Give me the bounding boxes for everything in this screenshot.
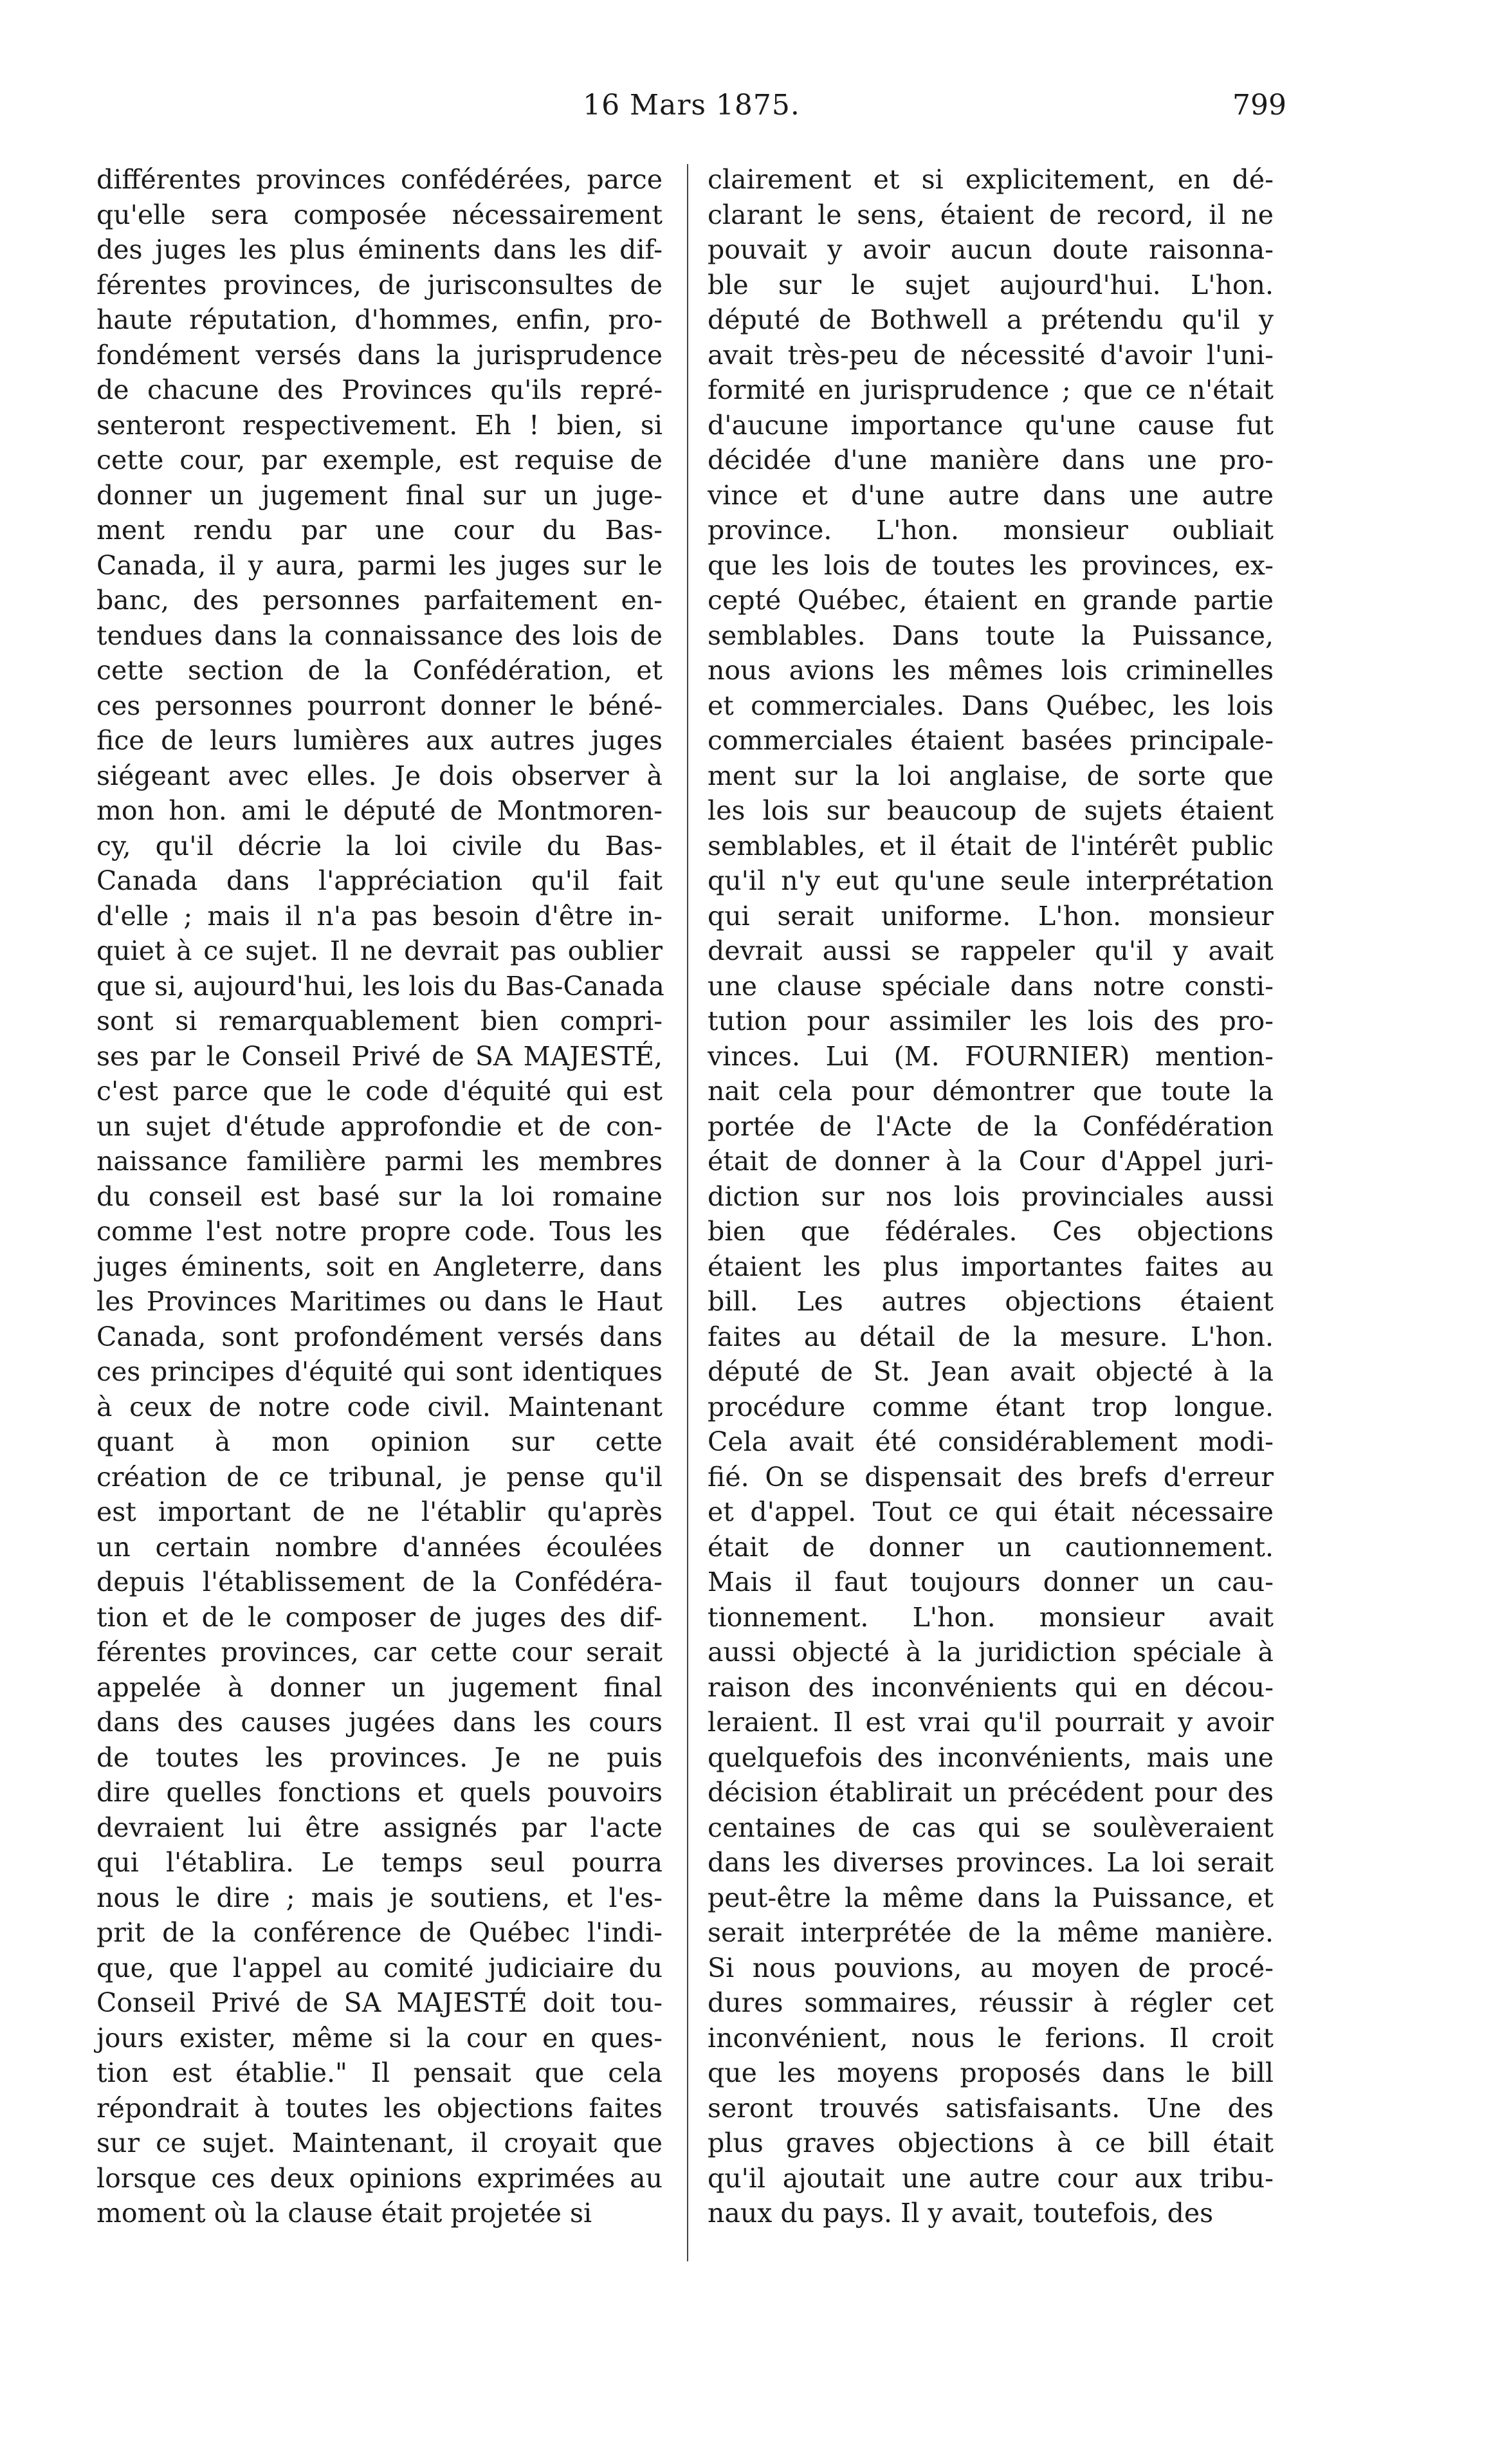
running-header: [96, 89, 1286, 140]
text-line: devraient lui être assignés par l'acte: [96, 1812, 663, 1843]
text-line: vince et d'une autre dans une autre: [708, 479, 1274, 511]
left-text-column: [96, 162, 663, 2231]
page-number: 799: [1232, 89, 1286, 122]
text-line: haute réputation, d'hommes, enfin, pro-: [96, 304, 663, 335]
text-line: bien que fédérales. Ces objections: [708, 1216, 1274, 1247]
text-line: jours exister, même si la cour en ques-: [96, 2022, 663, 2054]
text-line: qui serait uniforme. L'hon. monsieur: [708, 900, 1274, 932]
right-text-column: [708, 162, 1274, 2231]
text-line: seront trouvés satisfaisants. Une des: [708, 2092, 1274, 2124]
text-line: tionnement. L'hon. monsieur avait: [708, 1601, 1274, 1633]
text-line: Si nous pouvions, au moyen de procé-: [708, 1952, 1274, 1983]
text-line: d'elle ; mais il n'a pas besoin d'être in-: [96, 900, 663, 932]
text-line: sont si remarquablement bien compri-: [96, 1006, 663, 1036]
text-line: qu'il n'y eut qu'une seule interprétation: [708, 865, 1274, 896]
text-line: un sujet d'étude approfondie et de con-: [96, 1110, 663, 1142]
text-line: clarant le sens, étaient de record, il ne: [708, 199, 1274, 230]
text-line: nous le dire ; mais je soutiens, et l'es-: [96, 1882, 663, 1913]
text-line: moment où la clause était projetée si: [96, 2198, 592, 2229]
text-line: d'aucune importance qu'une cause fut: [708, 409, 1274, 441]
text-line: avait très-peu de nécessité d'avoir l'uni-: [708, 339, 1274, 371]
text-line: commerciales étaient basées principale-: [708, 725, 1274, 756]
text-line: dans des causes jugées dans les cours: [96, 1707, 663, 1738]
text-line: Cela avait été considérablement modi-: [708, 1426, 1274, 1457]
text-line: et commerciales. Dans Québec, les lois: [708, 690, 1274, 721]
text-line: semblables, et il était de l'intérêt public: [708, 830, 1274, 861]
text-line: procédure comme étant trop longue.: [708, 1391, 1274, 1422]
text-line: fié. On se dispensait des brefs d'erreur: [708, 1461, 1274, 1493]
text-line: dire quelles fonctions et quels pouvoirs: [96, 1777, 663, 1808]
text-line: Canada, il y aura, parmi les juges sur le: [96, 549, 663, 581]
text-line: faites au détail de la mesure. L'hon.: [708, 1321, 1274, 1352]
text-line: ble sur le sujet aujourd'hui. L'hon.: [708, 269, 1274, 300]
column-divider: [687, 164, 688, 2261]
text-line: qui l'établira. Le temps seul pourra: [96, 1847, 663, 1878]
text-line: député de St. Jean avait objecté à la: [708, 1356, 1274, 1387]
text-line: plus graves objections à ce bill était: [708, 2128, 1274, 2158]
text-line: les lois sur beaucoup de sujets étaient: [708, 795, 1274, 826]
text-line: différentes provinces confédérées, parce: [96, 164, 663, 195]
text-line: portée de l'Acte de la Confédération: [708, 1110, 1274, 1142]
text-line: ses par le Conseil Privé de SA MAJESTÉ,: [96, 1040, 663, 1072]
text-line: dans les diverses provinces. La loi serait: [708, 1847, 1274, 1878]
text-line: création de ce tribunal, je pense qu'il: [96, 1461, 663, 1493]
text-line: des juges les plus éminents dans les dif-: [96, 234, 663, 265]
text-line: juges éminents, soit en Angleterre, dans: [96, 1251, 663, 1282]
text-line: qu'elle sera composée nécessairement: [96, 199, 663, 230]
text-line: province. L'hon. monsieur oubliait: [708, 515, 1274, 546]
text-line: Mais il faut toujours donner un cau-: [708, 1567, 1274, 1597]
text-line: était de donner à la Cour d'Appel juri-: [708, 1146, 1274, 1177]
text-line: appelée à donner un jugement final: [96, 1671, 663, 1703]
text-line: qu'il ajoutait une autre cour aux tribu-: [708, 2162, 1274, 2194]
text-line: serait interprétée de la même manière.: [708, 1917, 1274, 1948]
text-line: un certain nombre d'années écoulées: [96, 1531, 663, 1563]
text-line: et d'appel. Tout ce qui était nécessaire: [708, 1496, 1274, 1527]
text-line: bill. Les autres objections étaient: [708, 1286, 1274, 1317]
text-line: que, que l'appel au comité judiciaire du: [96, 1952, 663, 1983]
text-line: nait cela pour démontrer que toute la: [708, 1076, 1274, 1107]
text-line: quant à mon opinion sur cette: [96, 1426, 663, 1457]
text-line: de chacune des Provinces qu'ils repré-: [96, 374, 663, 405]
text-line: décidée d'une manière dans une pro-: [708, 445, 1274, 475]
text-line: sur ce sujet. Maintenant, il croyait que: [96, 2128, 663, 2158]
text-line: naissance familière parmi les membres: [96, 1146, 663, 1177]
text-line: tendues dans la connaissance des lois de: [96, 620, 663, 651]
text-line: les Provinces Maritimes ou dans le Haut: [96, 1286, 663, 1317]
text-line: mon hon. ami le député de Montmoren-: [96, 795, 663, 826]
text-line: est important de ne l'établir qu'après: [96, 1496, 663, 1527]
page-date: 16 Mars 1875.: [583, 89, 800, 122]
text-line: tution pour assimiler les lois des pro-: [708, 1006, 1274, 1036]
text-line: lorsque ces deux opinions exprimées au: [96, 2162, 663, 2194]
text-line: dures sommaires, réussir à régler cet: [708, 1987, 1274, 2018]
text-line: fondément versés dans la jurisprudence: [96, 339, 663, 371]
text-line: donner un jugement final sur un juge-: [96, 479, 663, 511]
text-line: leraient. Il est vrai qu'il pourrait y avoir: [708, 1707, 1274, 1738]
text-line: à ceux de notre code civil. Maintenant: [96, 1391, 663, 1422]
text-line: banc, des personnes parfaitement en-: [96, 585, 663, 616]
text-line: diction sur nos lois provinciales aussi: [708, 1181, 1274, 1212]
text-line: prit de la conférence de Québec l'indi-: [96, 1917, 663, 1948]
text-line: ment rendu par une cour du Bas-: [96, 515, 663, 546]
text-line: était de donner un cautionnement.: [708, 1531, 1274, 1563]
text-line: cepté Québec, étaient en grande partie: [708, 585, 1274, 616]
text-line: quelquefois des inconvénients, mais une: [708, 1742, 1274, 1773]
text-line: raison des inconvénients qui en décou-: [708, 1671, 1274, 1703]
text-line: formité en jurisprudence ; que ce n'était: [708, 374, 1274, 405]
text-line: comme l'est notre propre code. Tous les: [96, 1216, 663, 1247]
text-line: tion est établie." Il pensait que cela: [96, 2057, 663, 2088]
text-line: nous avions les mêmes lois criminelles: [708, 655, 1274, 686]
text-line: tion et de le composer de juges des dif-: [96, 1601, 663, 1633]
text-line: cette cour, par exemple, est requise de: [96, 445, 663, 475]
text-line: du conseil est basé sur la loi romaine: [96, 1181, 663, 1212]
text-line: décision établirait un précédent pour des: [708, 1777, 1274, 1808]
text-line: pouvait y avoir aucun doute raisonna-: [708, 234, 1274, 265]
text-line: devrait aussi se rappeler qu'il y avait: [708, 935, 1274, 966]
text-line: depuis l'établissement de la Confédéra-: [96, 1567, 663, 1597]
text-line: vinces. Lui (M. FOURNIER) mention-: [708, 1040, 1274, 1072]
text-line: de toutes les provinces. Je ne puis: [96, 1742, 663, 1773]
text-line: ces personnes pourront donner le béné-: [96, 690, 663, 721]
text-line: député de Bothwell a prétendu qu'il y: [708, 304, 1274, 335]
text-line: férentes provinces, de jurisconsultes de: [96, 269, 663, 300]
text-line: ces principes d'équité qui sont identiques: [96, 1356, 663, 1387]
text-line: naux du pays. Il y avait, toutefois, des: [708, 2198, 1214, 2229]
text-line: siégeant avec elles. Je dois observer à: [96, 760, 663, 791]
text-line: Canada, sont profondément versés dans: [96, 1321, 663, 1352]
text-line: centaines de cas qui se soulèveraient: [708, 1812, 1274, 1843]
text-line: férentes provinces, car cette cour serait: [96, 1637, 663, 1668]
text-line: aussi objecté à la juridiction spéciale à: [708, 1637, 1274, 1668]
text-line: inconvénient, nous le ferions. Il croit: [708, 2022, 1274, 2054]
text-line: Conseil Privé de SA MAJESTÉ doit tou-: [96, 1987, 663, 2018]
text-line: clairement et si explicitement, en dé-: [708, 164, 1274, 195]
text-line: ment sur la loi anglaise, de sorte que: [708, 760, 1274, 791]
text-line: fice de leurs lumières aux autres juges: [96, 725, 663, 756]
text-line: que les lois de toutes les provinces, ex-: [708, 549, 1274, 581]
text-line: que les moyens proposés dans le bill: [708, 2057, 1274, 2088]
text-line: peut-être la même dans la Puissance, et: [708, 1882, 1274, 1913]
text-line: une clause spéciale dans notre consti-: [708, 970, 1274, 1002]
text-line: cy, qu'il décrie la loi civile du Bas-: [96, 830, 663, 861]
text-line: étaient les plus importantes faites au: [708, 1251, 1274, 1282]
text-line: senteront respectivement. Eh ! bien, si: [96, 409, 663, 441]
text-line: que si, aujourd'hui, les lois du Bas-Canada: [96, 970, 664, 1002]
text-line: cette section de la Confédération, et: [96, 655, 663, 686]
text-line: répondrait à toutes les objections faites: [96, 2092, 663, 2124]
text-line: Canada dans l'appréciation qu'il fait: [96, 865, 663, 896]
text-line: semblables. Dans toute la Puissance,: [708, 620, 1274, 651]
text-line: quiet à ce sujet. Il ne devrait pas oublier: [96, 935, 663, 966]
text-line: c'est parce que le code d'équité qui est: [96, 1076, 663, 1107]
